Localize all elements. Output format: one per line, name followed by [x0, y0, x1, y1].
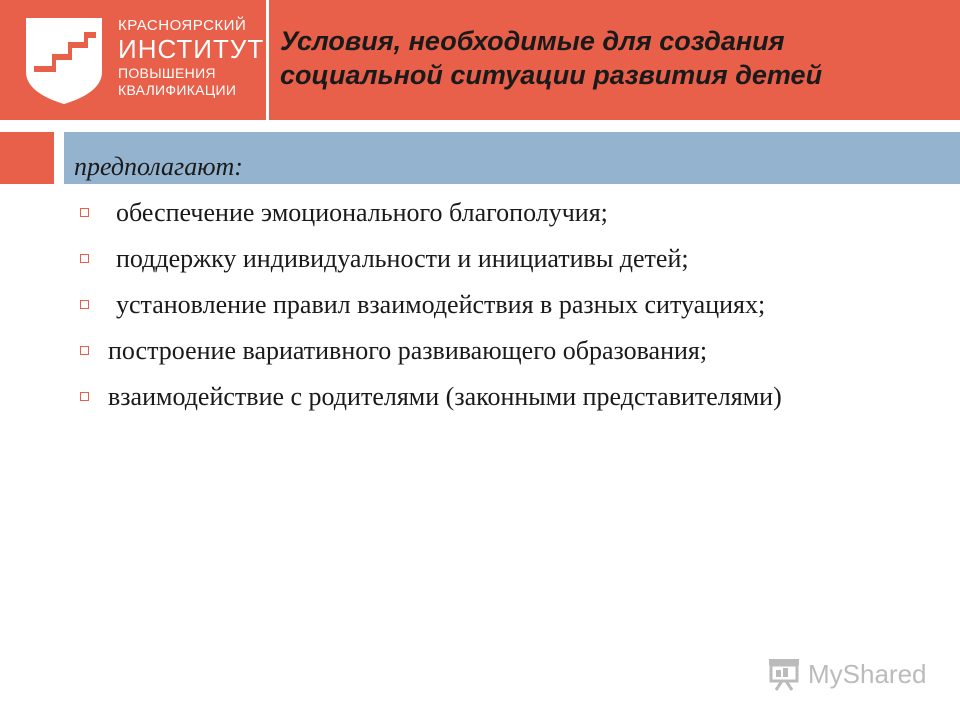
presentation-board-icon: [766, 656, 802, 692]
watermark-text: MyShared: [808, 658, 927, 689]
slide-title: Условия, необходимые для создания социальной ситуации развития детей: [280, 26, 823, 90]
institute-logo: [22, 14, 265, 106]
square-bullet-icon: [80, 208, 89, 217]
list-item-text: установление правил взаимодействия в разных ситуациях;: [116, 290, 766, 319]
intro-text: предполагают:: [74, 152, 243, 181]
list-item: [76, 242, 896, 276]
list-item: [76, 288, 896, 322]
square-bullet-icon: [80, 392, 89, 401]
logo-line-1: КРАСНОЯРСКИЙ: [118, 17, 247, 34]
list-item: [76, 380, 896, 414]
bullet-list: [76, 196, 896, 426]
header-band: [0, 0, 960, 120]
list-item: [76, 334, 896, 368]
accent-square: [0, 132, 54, 184]
list-item-text: обеспечение эмоционального благополучия;: [116, 198, 608, 227]
square-bullet-icon: [80, 346, 89, 355]
logo-line-4: КВАЛИФИКАЦИИ: [118, 82, 237, 98]
watermark: [766, 654, 927, 694]
logo-line-3: ПОВЫШЕНИЯ: [118, 65, 216, 81]
square-bullet-icon: [80, 300, 89, 309]
list-item-text: построение вариативного развивающего образования;: [108, 336, 708, 365]
list-item-text: взаимодействие с родителями (законными представителями): [108, 382, 782, 411]
logo-line-2: ИНСТИТУТ: [118, 34, 265, 64]
square-bullet-icon: [80, 254, 89, 263]
logo-emblem-icon: [22, 14, 106, 106]
list-item-text: поддержку индивидуальности и инициативы детей;: [116, 244, 689, 273]
logo-wordmark: [118, 18, 264, 100]
list-item: [76, 196, 896, 230]
header-divider: [266, 0, 269, 122]
